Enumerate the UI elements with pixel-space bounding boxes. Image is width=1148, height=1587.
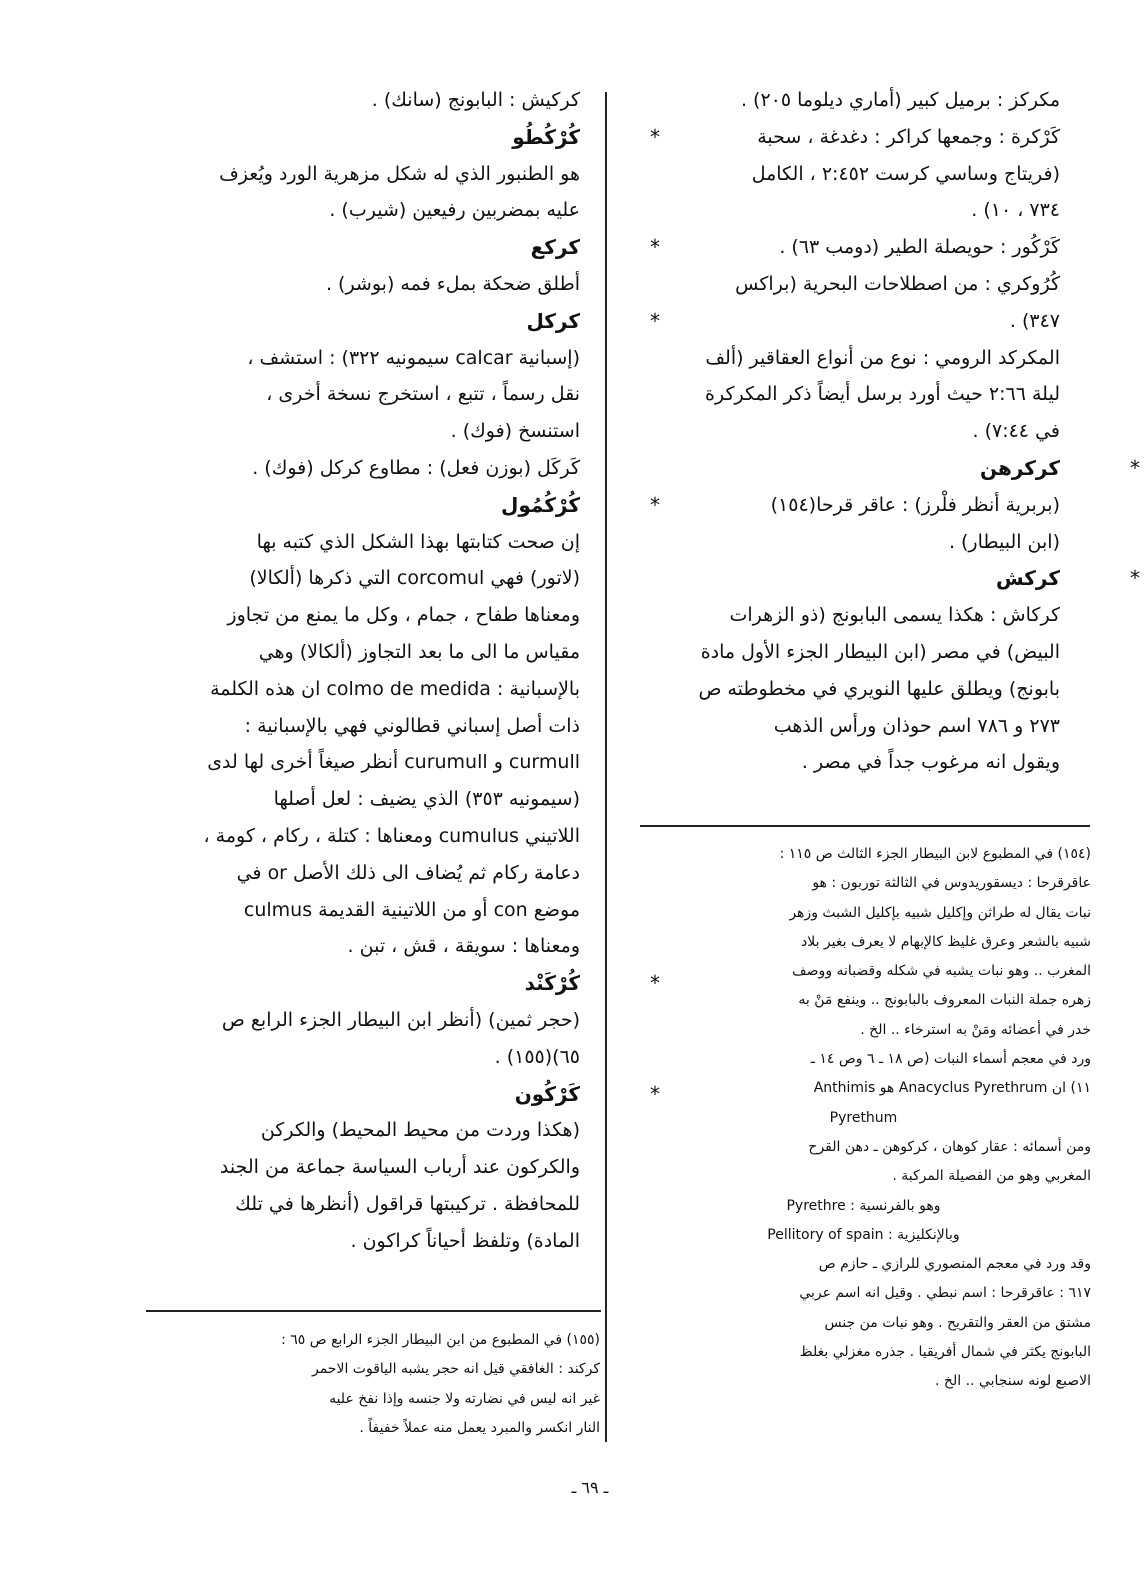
entry-heading-text: كركل [526,308,580,333]
entry-heading [148,1076,660,1113]
text-line: (ابن البيطار) . [948,530,1060,553]
footnote-line: البابونج يكثر في شمال أفريقيا . جذره مغزلي بغلظ [799,1344,1091,1361]
text-line: والكركون عند أرباب السياسة جماعة من الجند [219,1156,580,1179]
text-line: ٣٤٧) . [1009,309,1060,332]
entry-heading-text: كُرْكُمُول [500,492,580,517]
footnote-line: النار انكسر والمبرد يعمل منه عملاً خفيفاً . [359,1419,600,1436]
footnote-154 [636,840,1091,1397]
entry-marker: * [650,492,660,517]
column-divider [605,92,607,1442]
text-line: للمحافظة . تركيبتها قراقول (أنظرها في تلك [235,1192,580,1215]
text-line: كَرْكُور : حويصلة الطير (دومب ٦٣) . [779,236,1060,259]
entry-heading-text: كركرهن [979,455,1060,480]
text-line: بالإسبانية : colmo de medida ان هذه الكلمة [210,677,580,700]
text-line: ومعناها : سويقة ، قش ، تبن . [347,935,580,958]
text-line: أطلق ضحكة بملء فمه (بوشر) . [325,272,580,295]
entry-heading [148,965,660,1002]
entry-marker: * [650,308,660,333]
text-line: دعامة ركام ثم يُضاف الى ذلك الأصل or في [236,861,580,884]
entry-heading [148,229,660,266]
footnote-line: عاقرقرحا : ديسقوريدوس في الثالثة توربون : هو [812,875,1091,892]
text-line: كركاش : هكذا يسمى البابونج (ذو الزهرات [729,604,1060,627]
text-line: ٢٧٣ و ٧٨٦ اسم حوذان ورأس الذهب [773,714,1060,737]
entry-marker: * [650,1081,660,1106]
text-line: كركيش : البابونج (سانك) . [371,89,580,111]
text-line: استنسخ (فوك) . [450,420,580,443]
entry-heading [148,119,660,156]
text-line: curmull و curumull أنظر صيغاً أخرى لها لدى [207,751,580,774]
entry-marker: * [650,971,660,996]
text-line: مقياس ما الى ما بعد التجاوز (ألكالا) وهي [258,640,580,663]
footnote-line: ومن أسمائه : عقار كوهان ، كركوهن ـ دهن القرح [808,1138,1091,1155]
page-number: ـ ٦٩ ـ [571,1478,609,1497]
text-line: إن صحت كتابتها بهذا الشكل الذي كتبه بها [256,530,580,553]
text-line: ومعناها طفاح ، جمام ، وكل ما يمنع من تجاوز [227,604,580,627]
entry-heading-text: كركع [530,235,580,260]
text-line: كَرْكرة : وجمعها كراكر : دغدغة ، سحبة [757,125,1060,148]
entry-marker: * [650,235,660,260]
entry-marker: * [1130,455,1140,480]
text-line: مكركز : برميل كبير (أماري ديلوما ٢٠٥) . [740,89,1060,111]
footnote-line: وقد ورد في معجم المنصوري للرازي ـ حازم ص [818,1256,1091,1273]
text-line: ذات أصل إسباني قطالوني فهي بالإسبانية : [244,714,580,737]
entry-heading-text: كُرْكَنْد [524,971,580,996]
text-line: كُرُوكري : من اصطلاحات البحرية (براكس [735,272,1060,295]
text-line: هو الطنبور الذي له شكل مزهرية الورد ويُعزف [219,162,580,185]
text-line: البيض) في مصر (ابن البيطار الجزء الأول مادة [700,640,1060,663]
footnote-line: الاصبع لونه سنجابي .. الخ . [935,1373,1091,1390]
text-line: (سيمونيه ٣٥٣) الذي يضيف : لعل أصلها [273,788,580,811]
footnote-line: (١٥٥) في المطبوع من ابن البيطار الجزء الرابع ص ٦٥ : [281,1332,600,1348]
footnote-line: نبات يقال له طراثن وإكليل شبيه بإكليل الشبث وزهر [789,904,1091,921]
text-line: (إسبانية calcar سيمونيه ٣٢٢) : استشف ، [247,346,580,369]
text-line: ويقول انه مرغوب جداً في مصر . [801,751,1060,774]
footnote-line: Pyrethum [829,1109,898,1126]
footnote-line: ورد في معجم أسماء النبات (ص ١٨ ـ ٦ وص ١٤ ـ [810,1051,1091,1068]
footnote-line: غير انه ليس في نضارته ولا جنسه وإذا نفخ عليه [329,1390,600,1407]
entry-heading [628,450,1140,487]
entry-heading-text: كركش [996,566,1060,591]
text-line: ليلة ٢:٦٦ حيث أورد برسل أيضاً ذكر المكركرة [705,383,1060,406]
footnote-155 [152,1326,600,1443]
footnote-line: زهره جملة النبات المعروف بالبابونج .. وينفع مَنْ به [798,992,1091,1009]
footnote-line: شبيه بالشعر وعرق غليظ كالإبهام لا يعرف بغير بلاد [800,933,1091,950]
text-line: ٧٣٤ ، ١٠) . [971,199,1060,222]
text-line: بابونج) ويطلق عليها النويري في مخطوطته ص [698,677,1060,700]
text-line: المكركد الرومي : نوع من أنواع العقاقير (ألف [705,346,1060,369]
entry-heading-text: كَرْكُون [514,1081,580,1106]
entry-heading [148,487,660,524]
text-line: في ٧:٤٤) . [972,420,1060,443]
footnote-line: المغرب .. وهو نبات يشبه في شكله وقضبانه ووصف [792,963,1091,980]
text-line: (حجر ثمين) (أنظر ابن البيطار الجزء الرابع ص [221,1008,580,1031]
text-line: اللاتيني cumulus ومعناها : كتلة ، ركام ، كومة ، [203,824,580,847]
text-line: المادة) وتلفظ أحياناً كراكون . [350,1229,580,1252]
footnote-line: وهو بالفرنسية : Pyrethre [786,1197,941,1214]
text-line: (هكذا وردت من محيط المحيط) والكركن [260,1119,580,1142]
footnote-rule-right [640,825,1090,827]
text-line: (بربرية أنظر فلْرز) : عاقر قرحا(١٥٤) [770,493,1060,516]
entry-heading [628,560,1140,597]
entry-heading-text: كُرْكُطُو [512,124,580,149]
footnote-line: مشتق من العقر والتقريح . وهو نبات من جنس [824,1314,1091,1331]
footnote-line: ٦١٧ : عاقرقرحا : اسم نبطي . وقيل انه اسم عربي [799,1285,1091,1302]
footnote-line: وبالإنكليزية : Pellitory of spain [767,1226,960,1243]
entry-marker: * [650,124,660,149]
text-line: كَركَل (بوزن فعل) : مطاوع كركل (فوك) . [252,456,580,479]
entry-marker: * [1130,566,1140,591]
footnote-rule-left [146,1310,601,1312]
entry-heading [148,303,660,340]
right-column [628,82,1140,781]
text-line: (لاتور) فهي corcomul التي ذكرها (ألكالا) [249,567,580,590]
text-line: ٦٥)(١٥٥) . [494,1045,580,1068]
footnote-line: كركند : الغافقي قيل انه حجر يشبه الياقوت الاحمر [311,1361,600,1378]
text-line: عليه بمضربين رفيعين (شيرب) . [329,199,580,222]
footnote-line: ١١) ان Anacyclus Pyrethrum هو Anthimis [813,1080,1091,1097]
text-line: (فريتاج وساسي كرست ٢:٤٥٢ ، الكامل [751,162,1060,185]
text-line: نقل رسماً ، تتبع ، استخرج نسخة أخرى ، [266,383,580,406]
footnote-line: المغربي وهو من الفصيلة المركبة . [892,1168,1091,1185]
text-line: موضع con أو من اللاتينية القديمة culmus [243,898,580,921]
left-column [148,82,660,1260]
footnote-line: (١٥٤) في المطبوع لابن البيطار الجزء الثالث ص ١١٥ : [779,846,1091,862]
footnote-line: خدر في أعضائه ومَنْ به استرخاء .. الخ . [860,1021,1091,1038]
